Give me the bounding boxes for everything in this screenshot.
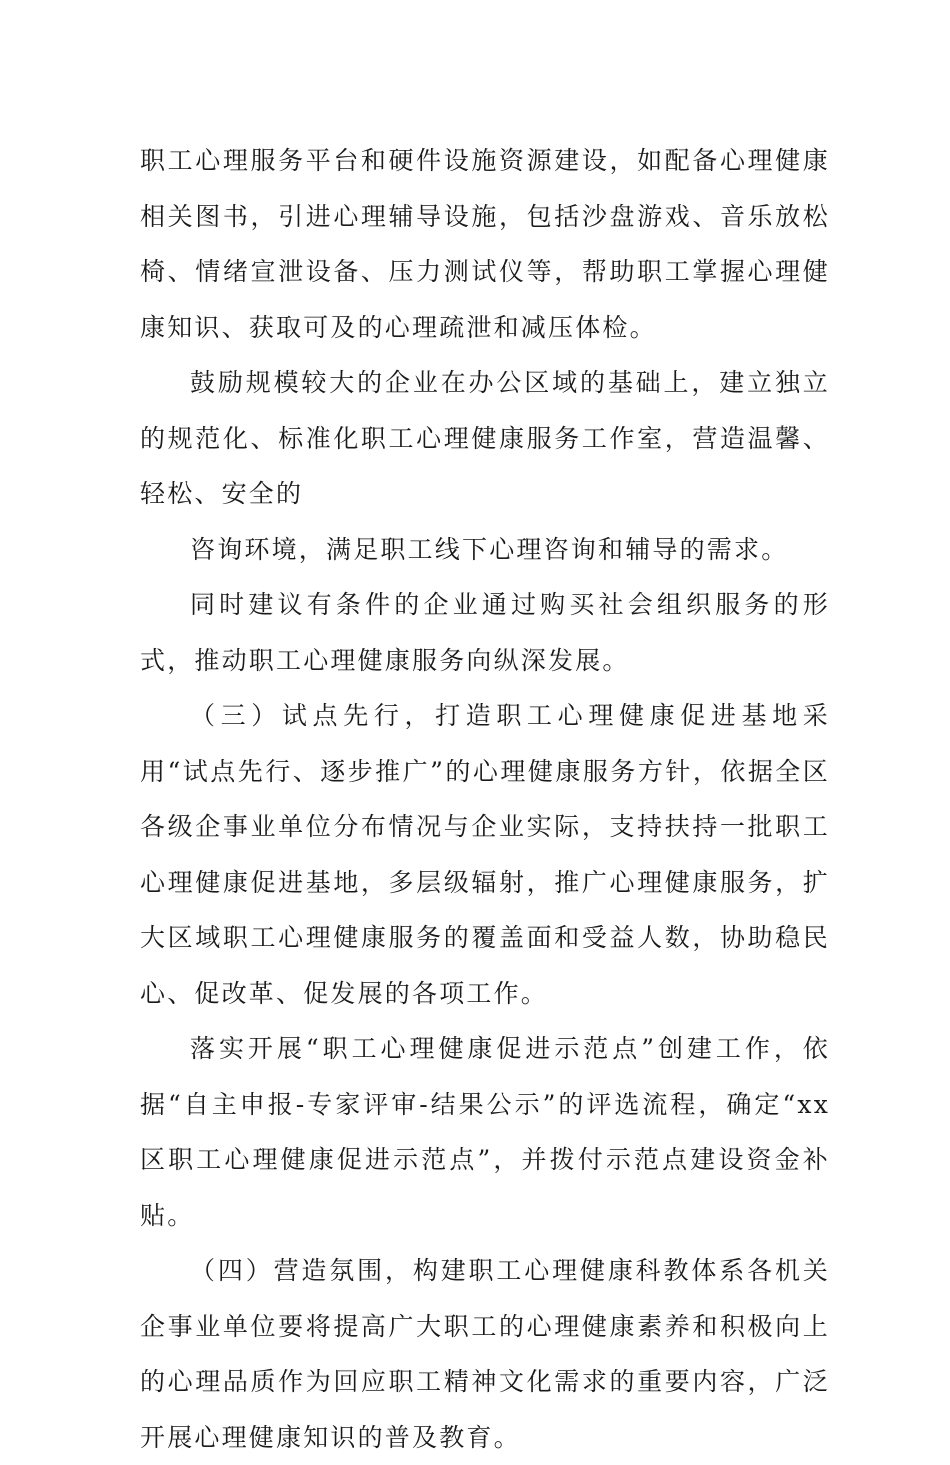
paragraph: 同时建议有条件的企业通过购买社会组织服务的形式，推动职工心理健康服务向纵深发展。 [140,590,830,675]
paragraph: 鼓励规模较大的企业在办公区域的基础上，建立独立的规范化、标准化职工心理健康服务工作室，营造温馨、轻松、安全的 [140,368,830,508]
paragraph-continued: 职工心理服务平台和硬件设施资源建设，如配备心理健康相关图书，引进心理辅导设施，包括沙盘游戏、音乐放松椅、情绪宣泄设备、压力测试仪等，帮助职工掌握心理健康知识、获取可及的心理疏泄和减压体检。 [140,146,830,342]
section-heading-paragraph: （三）试点先行，打造职工心理健康促进基地采用“试点先行、逐步推广”的心理健康服务方针，依据全区各级企事业单位分布情况与企业实际，支持扶持一批职工心理健康促进基地，多层级辐射，推广心理健康服务，扩大区域职工心理健康服务的覆盖面和受益人数，协助稳民心、促改革、促发展的各项工作。 [140,701,830,1008]
section-heading-paragraph: （四）营造氛围，构建职工心理健康科教体系各机关企事业单位要将提高广大职工的心理健康素养和积极向上的心理品质作为回应职工精神文化需求的重要内容，广泛开展心理健康知识的普及教育。 [140,1256,830,1452]
paragraph: 咨询环境，满足职工线下心理咨询和辅导的需求。 [190,534,789,564]
paragraph: 落实开展“职工心理健康促进示范点”创建工作，依据“自主申报-专家评审-结果公示”的评选流程，确定“xx区职工心理健康促进示范点”，并拨付示范点建设资金补贴。 [140,1034,830,1230]
document-body [140,133,830,1465]
